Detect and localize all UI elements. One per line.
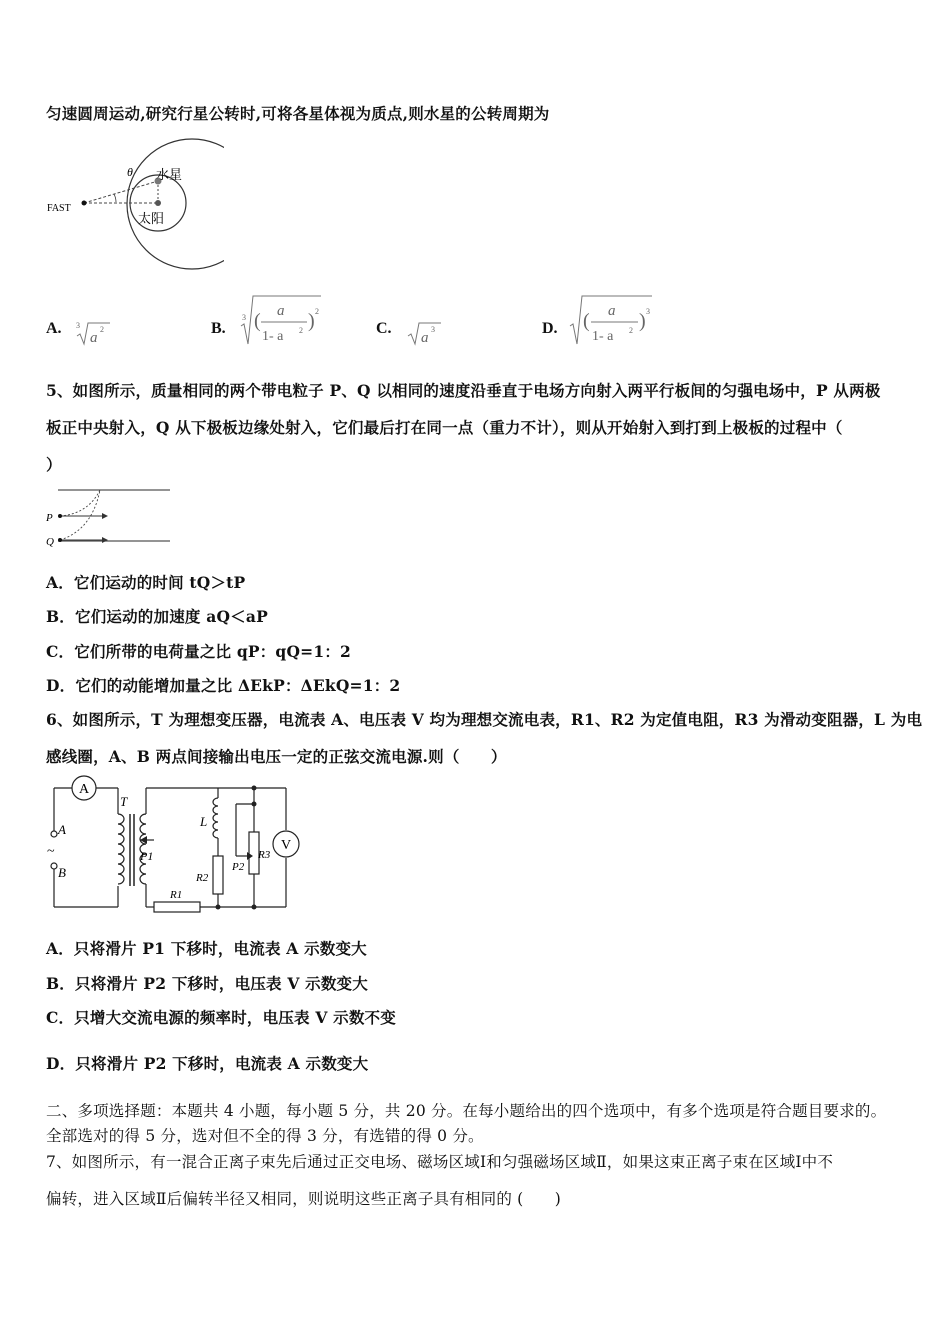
junction — [252, 802, 257, 807]
r3-label: R3 — [258, 849, 271, 861]
inductor-coil — [213, 798, 218, 838]
q5-option-a: A．它们运动的时间 tQ＞tP — [46, 573, 246, 592]
fast-point — [82, 201, 87, 206]
junction — [252, 786, 257, 791]
var-a: a — [90, 330, 98, 346]
transformer-label: T — [120, 794, 128, 809]
root-index: 3 — [242, 313, 246, 322]
slider-p2-label: P2 — [232, 861, 245, 873]
q4-orbit-figure — [44, 136, 224, 272]
exponent: 3 — [431, 325, 435, 334]
q5-option-b: B．它们运动的加速度 aQ＜aP — [46, 607, 268, 626]
section2-heading-line-1: 二、多项选择题：本题共 4 小题，每小题 5 分，共 20 分。在每小题给出的四个选项中，有多个选项是符合题目要求的。 — [46, 1102, 887, 1120]
earth-orbit — [127, 139, 224, 269]
terminal-a-dot — [51, 831, 57, 837]
paren-close: ) — [308, 310, 315, 332]
p-trajectory — [60, 490, 100, 516]
p-point — [58, 514, 62, 518]
q-label: Q — [46, 536, 54, 548]
denominator-exponent: 2 — [629, 326, 633, 335]
primary-coil — [118, 814, 124, 884]
paren-open: ( — [583, 310, 590, 332]
q4-option-b-letter: B. — [211, 320, 226, 337]
section2-heading-line-2: 全部选对的得 5 分，选对但不全的得 3 分，有选错的得 0 分。 — [46, 1127, 484, 1145]
denominator-exponent: 2 — [299, 326, 303, 335]
denominator: 1- a — [592, 329, 614, 344]
theta-arc — [114, 194, 116, 202]
q4-option-a-formula — [74, 317, 114, 349]
q6-option-d: D．只将滑片 P2 下移时，电流表 A 示数变大 — [46, 1054, 369, 1073]
numerator: a — [608, 303, 616, 319]
resistor-r2 — [213, 856, 223, 894]
numerator: a — [277, 303, 285, 319]
inductor-label: L — [200, 814, 208, 829]
q4-option-d-letter: D. — [542, 320, 558, 337]
voltmeter-label: V — [281, 838, 292, 853]
q5-stem-line-2: 板正中央射入，Q 从下极板边缘处射入，它们最后打在同一点（重力不计），则从开始射入到打到上极板的过程中（ — [46, 418, 843, 437]
terminal-b-label: B — [58, 865, 66, 880]
slider-p1-label: P1 — [140, 849, 154, 863]
terminal-a-label: A — [58, 822, 66, 837]
q6-circuit-figure — [44, 774, 300, 920]
sun-label: 太阳 — [138, 211, 165, 226]
junction — [252, 905, 257, 910]
q7-stem-line-2: 偏转，进入区域Ⅱ后偏转半径又相同，则说明这些正离子具有相同的 ( ) — [46, 1190, 562, 1208]
p-label: P — [46, 512, 53, 524]
q7-stem-line-1: 7、如图所示，有一混合正离子束先后通过正交电场、磁场区域Ⅰ和匀强磁场区域Ⅱ，如果这束正离子束在区域Ⅰ中不 — [46, 1153, 834, 1171]
p-arrow — [102, 513, 108, 519]
source-symbol: ~ — [47, 844, 55, 859]
r1-label: R1 — [170, 889, 183, 901]
q5-option-c: C．它们所带的电荷量之比 qP：qQ=1：2 — [46, 642, 352, 661]
paren-open: ( — [254, 310, 261, 332]
q-point — [58, 538, 62, 542]
q4-option-b-formula — [237, 292, 327, 348]
outer-exponent: 2 — [315, 307, 319, 316]
q5-plates-figure — [44, 484, 174, 550]
var-a: a — [421, 330, 429, 346]
q5-option-d: D．它们的动能增加量之比 ΔEkP：ΔEkQ=1：2 — [46, 676, 401, 695]
outer-exponent: 3 — [646, 307, 650, 316]
q4-option-a-letter: A. — [46, 320, 62, 337]
q4-option-c-letter: C. — [376, 320, 392, 337]
sun-point — [155, 200, 161, 206]
q4-intro: 匀速圆周运动,研究行星公转时,可将各星体视为质点,则水星的公转周期为 — [46, 104, 550, 123]
mercury-label: 水星 — [156, 167, 183, 182]
q6-option-a: A．只将滑片 P1 下移时，电流表 A 示数变大 — [46, 939, 367, 958]
ammeter-label: A — [79, 782, 90, 797]
exponent: 2 — [100, 325, 104, 334]
slider-p2-arrow — [247, 852, 253, 860]
q6-option-b: B．只将滑片 P2 下移时，电压表 V 示数变大 — [46, 974, 368, 993]
fast-label: FAST — [47, 203, 71, 214]
q5-stem-line-1: 5、如图所示，质量相同的两个带电粒子 P、Q 以相同的速度沿垂直于电场方向射入两平行板间的匀强电场中，P 从两极 — [46, 381, 881, 400]
q4-option-c-formula — [405, 317, 445, 349]
resistor-r1 — [154, 902, 200, 912]
q4-option-d-formula — [566, 292, 658, 348]
root-index: 3 — [76, 321, 80, 330]
junction — [216, 905, 221, 910]
terminal-b-dot — [51, 863, 57, 869]
q5-stem-line-3: ） — [46, 455, 62, 474]
fast-mercury-line — [84, 181, 158, 203]
r2-label: R2 — [196, 872, 209, 884]
denominator: 1- a — [262, 329, 284, 344]
q-arrow — [102, 537, 108, 543]
theta-label: θ — [127, 165, 133, 179]
paren-close: ) — [639, 310, 646, 332]
q6-option-c: C．只增大交流电源的频率时，电压表 V 示数不变 — [46, 1008, 396, 1027]
q6-stem-line-1: 6、如图所示，T 为理想变压器，电流表 A、电压表 V 均为理想交流电表，R1、R2 为定值电阻，R3 为滑动变阻器，L 为电 — [46, 710, 923, 729]
q6-stem-line-2: 感线圈，A、B 两点间接输出电压一定的正弦交流电源.则（ ） — [46, 747, 507, 766]
